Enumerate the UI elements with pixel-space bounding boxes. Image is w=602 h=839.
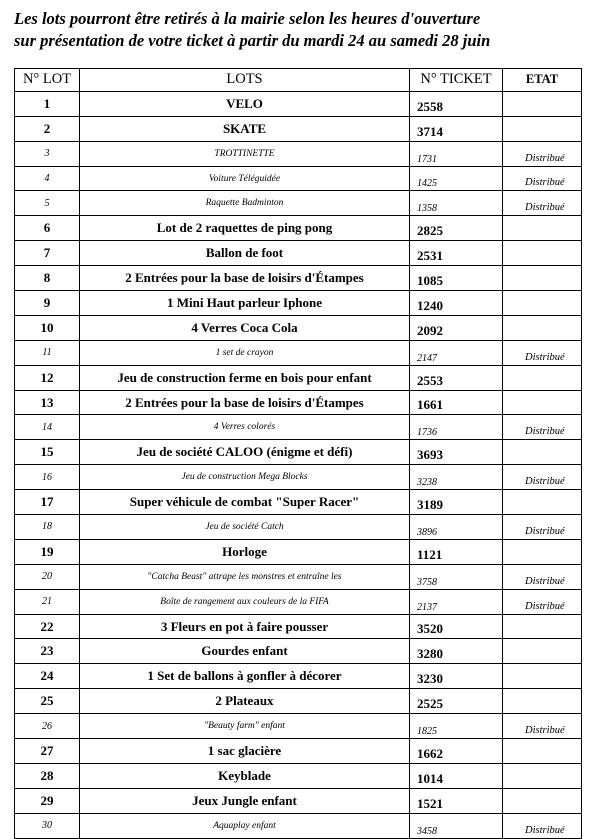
lot-number-cell: 14 <box>15 415 80 440</box>
lot-name-cell: Voiture Téléguidée <box>80 166 410 191</box>
etat-cell <box>503 689 582 714</box>
etat-cell <box>503 91 582 116</box>
table-row <box>15 116 582 141</box>
lot-number-cell: 26 <box>15 714 80 739</box>
lot-name-cell: "Catcha Beast" attrape les monstres et entraîne les <box>80 564 410 589</box>
lot-number-cell: 22 <box>15 614 80 639</box>
lot-name-cell: 1 Set de ballons à gonfler à décorer <box>80 664 410 689</box>
ticket-number-cell: 3280 <box>410 639 503 664</box>
lot-name-cell: Aquaplay enfant <box>80 813 410 838</box>
etat-cell: Distribué <box>503 340 582 365</box>
ticket-number-cell: 1662 <box>410 739 503 764</box>
table-row <box>15 465 582 490</box>
etat-cell <box>503 291 582 316</box>
lot-number-cell: 28 <box>15 763 80 788</box>
ticket-number-cell: 3189 <box>410 490 503 515</box>
lot-name-cell: 4 Verres Coca Cola <box>80 315 410 340</box>
ticket-number-cell: 3458 <box>410 813 503 838</box>
etat-cell: Distribué <box>503 141 582 166</box>
column-header-lot-number: N° LOT <box>15 69 80 92</box>
lot-name-cell: Jeu de construction ferme en bois pour enfant <box>80 365 410 390</box>
table-row <box>15 714 582 739</box>
ticket-number-cell: 3520 <box>410 614 503 639</box>
etat-cell <box>503 440 582 465</box>
lot-number-cell: 4 <box>15 166 80 191</box>
table-row <box>15 365 582 390</box>
table-row <box>15 490 582 515</box>
lot-number-cell: 11 <box>15 340 80 365</box>
ticket-number-cell: 2558 <box>410 91 503 116</box>
lot-number-cell: 3 <box>15 141 80 166</box>
table-row <box>15 216 582 241</box>
table-header-row <box>15 69 582 92</box>
table-row <box>15 788 582 813</box>
table-row <box>15 440 582 465</box>
header-line-1: Les lots pourront être retirés à la mairie selon les heures d'ouverture <box>14 9 481 28</box>
lot-name-cell: Jeux Jungle enfant <box>80 788 410 813</box>
ticket-number-cell: 3693 <box>410 440 503 465</box>
ticket-number-cell: 2553 <box>410 365 503 390</box>
lot-name-cell: SKATE <box>80 116 410 141</box>
etat-cell: Distribué <box>503 166 582 191</box>
table-row <box>15 166 582 191</box>
ticket-number-cell: 1736 <box>410 415 503 440</box>
lot-number-cell: 29 <box>15 788 80 813</box>
table-row <box>15 141 582 166</box>
table-row <box>15 689 582 714</box>
etat-cell <box>503 739 582 764</box>
etat-cell <box>503 390 582 415</box>
etat-cell <box>503 664 582 689</box>
lot-name-cell: Jeu de société Catch <box>80 515 410 540</box>
table-row <box>15 91 582 116</box>
lot-number-cell: 21 <box>15 589 80 614</box>
lots-table <box>14 68 582 839</box>
table-row <box>15 813 582 838</box>
lot-name-cell: TROTTINETTE <box>80 141 410 166</box>
table-row <box>15 315 582 340</box>
lot-name-cell: 1 set de crayon <box>80 340 410 365</box>
ticket-number-cell: 1731 <box>410 141 503 166</box>
etat-cell: Distribué <box>503 589 582 614</box>
ticket-number-cell: 2525 <box>410 689 503 714</box>
etat-cell <box>503 490 582 515</box>
ticket-number-cell: 2825 <box>410 216 503 241</box>
table-row <box>15 415 582 440</box>
lot-name-cell: 2 Plateaux <box>80 689 410 714</box>
lot-name-cell: VELO <box>80 91 410 116</box>
ticket-number-cell: 1358 <box>410 191 503 216</box>
lot-name-cell: Jeu de construction Mega Blocks <box>80 465 410 490</box>
etat-cell: Distribué <box>503 515 582 540</box>
table-row <box>15 564 582 589</box>
ticket-number-cell: 1240 <box>410 291 503 316</box>
etat-cell <box>503 763 582 788</box>
table-body <box>15 91 582 838</box>
ticket-number-cell: 3758 <box>410 564 503 589</box>
etat-cell: Distribué <box>503 564 582 589</box>
etat-cell <box>503 266 582 291</box>
table-row <box>15 291 582 316</box>
ticket-number-cell: 2137 <box>410 589 503 614</box>
lot-number-cell: 24 <box>15 664 80 689</box>
table-row <box>15 763 582 788</box>
table-row <box>15 664 582 689</box>
lot-number-cell: 25 <box>15 689 80 714</box>
etat-cell <box>503 241 582 266</box>
lot-number-cell: 2 <box>15 116 80 141</box>
lot-number-cell: 7 <box>15 241 80 266</box>
lot-number-cell: 30 <box>15 813 80 838</box>
etat-cell: Distribué <box>503 415 582 440</box>
lot-number-cell: 6 <box>15 216 80 241</box>
lot-name-cell: 3 Fleurs en pot à faire pousser <box>80 614 410 639</box>
lot-number-cell: 16 <box>15 465 80 490</box>
table-row <box>15 639 582 664</box>
lot-number-cell: 23 <box>15 639 80 664</box>
ticket-number-cell: 1825 <box>410 714 503 739</box>
table-row <box>15 515 582 540</box>
column-header-ticket-number: N° TICKET <box>410 69 503 92</box>
etat-cell <box>503 365 582 390</box>
column-header-etat: ETAT <box>503 69 582 92</box>
lot-name-cell: "Beauty farm" enfant <box>80 714 410 739</box>
lot-name-cell: Raquette Badminton <box>80 191 410 216</box>
ticket-number-cell: 1661 <box>410 390 503 415</box>
ticket-number-cell: 3230 <box>410 664 503 689</box>
etat-cell <box>503 116 582 141</box>
table-row <box>15 340 582 365</box>
ticket-number-cell: 1425 <box>410 166 503 191</box>
lot-number-cell: 20 <box>15 564 80 589</box>
table-row <box>15 589 582 614</box>
lot-name-cell: Super véhicule de combat "Super Racer" <box>80 490 410 515</box>
table-row <box>15 739 582 764</box>
ticket-number-cell: 1121 <box>410 539 503 564</box>
lot-name-cell: Lot de 2 raquettes de ping pong <box>80 216 410 241</box>
lot-name-cell: 1 sac glacière <box>80 739 410 764</box>
lot-number-cell: 27 <box>15 739 80 764</box>
lot-name-cell: 2 Entrées pour la base de loisirs d'Étampes <box>80 390 410 415</box>
lot-name-cell: Boîte de rangement aux couleurs de la FIFA <box>80 589 410 614</box>
lot-number-cell: 5 <box>15 191 80 216</box>
lot-name-cell: 2 Entrées pour la base de loisirs d'Étampes <box>80 266 410 291</box>
lot-number-cell: 1 <box>15 91 80 116</box>
column-header-lots: LOTS <box>80 69 410 92</box>
etat-cell: Distribué <box>503 714 582 739</box>
lot-number-cell: 8 <box>15 266 80 291</box>
ticket-number-cell: 2092 <box>410 315 503 340</box>
lot-number-cell: 9 <box>15 291 80 316</box>
table-row <box>15 390 582 415</box>
lot-number-cell: 13 <box>15 390 80 415</box>
table-row <box>15 614 582 639</box>
ticket-number-cell: 2531 <box>410 241 503 266</box>
lot-number-cell: 10 <box>15 315 80 340</box>
lot-name-cell: Jeu de société CALOO (énigme et défi) <box>80 440 410 465</box>
lot-name-cell: Ballon de foot <box>80 241 410 266</box>
etat-cell: Distribué <box>503 191 582 216</box>
etat-cell <box>503 639 582 664</box>
table-row <box>15 539 582 564</box>
lot-number-cell: 19 <box>15 539 80 564</box>
lot-name-cell: 1 Mini Haut parleur Iphone <box>80 291 410 316</box>
ticket-number-cell: 1521 <box>410 788 503 813</box>
etat-cell: Distribué <box>503 465 582 490</box>
table-row <box>15 191 582 216</box>
ticket-number-cell: 2147 <box>410 340 503 365</box>
lot-name-cell: Horloge <box>80 539 410 564</box>
etat-cell <box>503 315 582 340</box>
header-line-2: sur présentation de votre ticket à partir du mardi 24 au samedi 28 juin <box>14 31 491 50</box>
lot-number-cell: 12 <box>15 365 80 390</box>
etat-cell: Distribué <box>503 813 582 838</box>
etat-cell <box>503 788 582 813</box>
table-row <box>15 241 582 266</box>
ticket-number-cell: 1014 <box>410 763 503 788</box>
ticket-number-cell: 1085 <box>410 266 503 291</box>
lot-name-cell: 4 Verres colorés <box>80 415 410 440</box>
etat-cell <box>503 539 582 564</box>
page-header <box>14 8 594 52</box>
lot-number-cell: 15 <box>15 440 80 465</box>
table-row <box>15 266 582 291</box>
etat-cell <box>503 614 582 639</box>
lot-number-cell: 17 <box>15 490 80 515</box>
lot-name-cell: Gourdes enfant <box>80 639 410 664</box>
etat-cell <box>503 216 582 241</box>
lot-name-cell: Keyblade <box>80 763 410 788</box>
lot-number-cell: 18 <box>15 515 80 540</box>
ticket-number-cell: 3238 <box>410 465 503 490</box>
ticket-number-cell: 3896 <box>410 515 503 540</box>
ticket-number-cell: 3714 <box>410 116 503 141</box>
